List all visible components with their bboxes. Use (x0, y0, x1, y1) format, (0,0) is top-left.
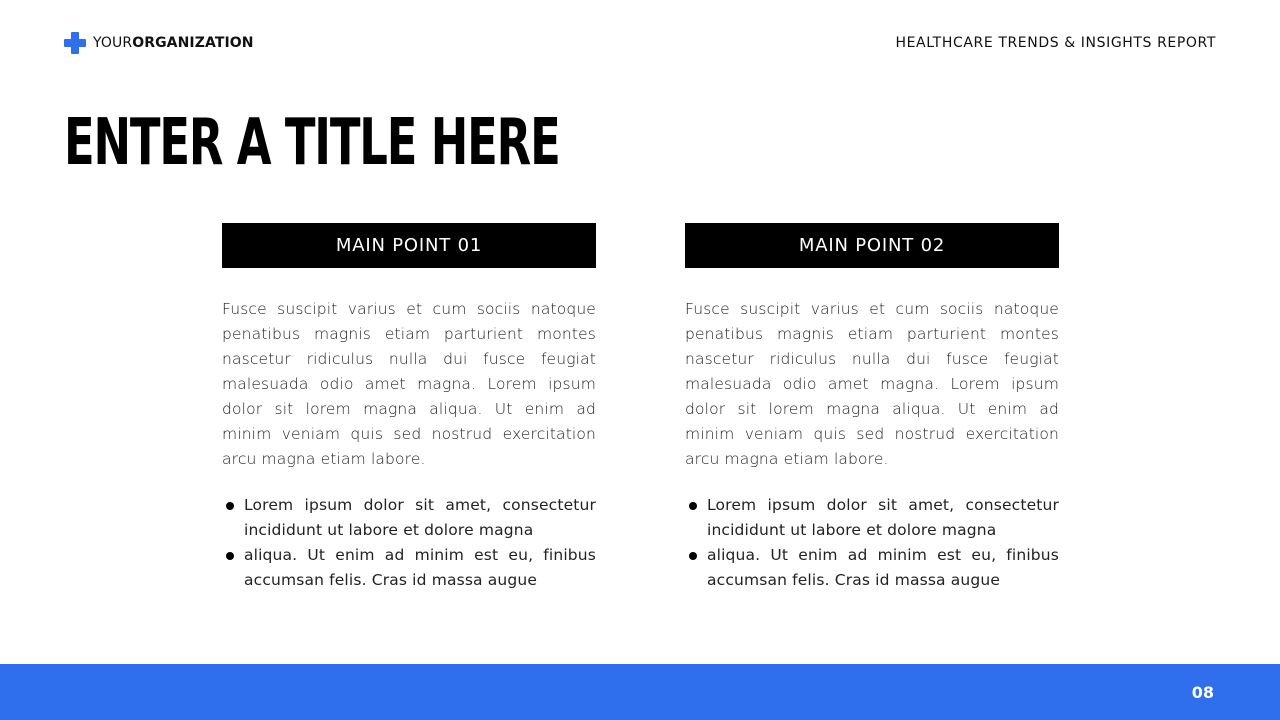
organization-prefix: YOUR (93, 35, 133, 51)
bullet-dot-icon (689, 552, 697, 560)
bullet-text: Lorem ipsum dolor sit amet, consectetur incididunt ut labore et dolore magna (244, 496, 596, 539)
bullet-text: aliqua. Ut enim ad minim est eu, finibus accumsan felis. Cras id massa augue (244, 546, 596, 589)
bullet-list (222, 493, 596, 593)
bullet-text: aliqua. Ut enim ad minim est eu, finibus accumsan felis. Cras id massa augue (707, 546, 1059, 589)
bullet-dot-icon (689, 502, 697, 510)
bullet-dot-icon (226, 552, 234, 560)
bullet-item (222, 493, 596, 543)
main-point-body: Fusce suscipit varius et cum sociis natoque penatibus magnis etiam parturient montes nascetur ridiculus nulla dui fusce feugiat malesuada odio amet magna. Lorem ipsum dolor sit lorem magna aliqua. Ut enim ad minim veniam quis sed nostrud exercitation arcu magna etiam labore. (685, 300, 1059, 468)
main-point-column-2 (685, 223, 1059, 593)
main-point-body: Fusce suscipit varius et cum sociis natoque penatibus magnis etiam parturient montes nascetur ridiculus nulla dui fusce feugiat malesuada odio amet magna. Lorem ipsum dolor sit lorem magna aliqua. Ut enim ad minim veniam quis sed nostrud exercitation arcu magna etiam labore. (222, 300, 596, 468)
bullet-item (685, 543, 1059, 593)
organization-suffix: ORGANIZATION (132, 35, 254, 51)
slide-header (64, 32, 1216, 54)
page-number: 08 (1191, 683, 1214, 702)
slide-title: ENTER A TITLE HERE (64, 106, 560, 180)
report-title: HEALTHCARE TRENDS & INSIGHTS REPORT (895, 35, 1216, 51)
main-point-heading: MAIN POINT 02 (685, 223, 1059, 268)
bullet-dot-icon (226, 502, 234, 510)
bullet-list (685, 493, 1059, 593)
bullet-item (685, 493, 1059, 543)
main-point-heading: MAIN POINT 01 (222, 223, 596, 268)
organization-name (93, 35, 254, 51)
bullet-item (222, 543, 596, 593)
main-point-column-1 (222, 223, 596, 593)
footer-bar (0, 664, 1280, 720)
bullet-text: Lorem ipsum dolor sit amet, consectetur incididunt ut labore et dolore magna (707, 496, 1059, 539)
medical-cross-icon (64, 32, 86, 54)
organization-logo (64, 32, 254, 54)
